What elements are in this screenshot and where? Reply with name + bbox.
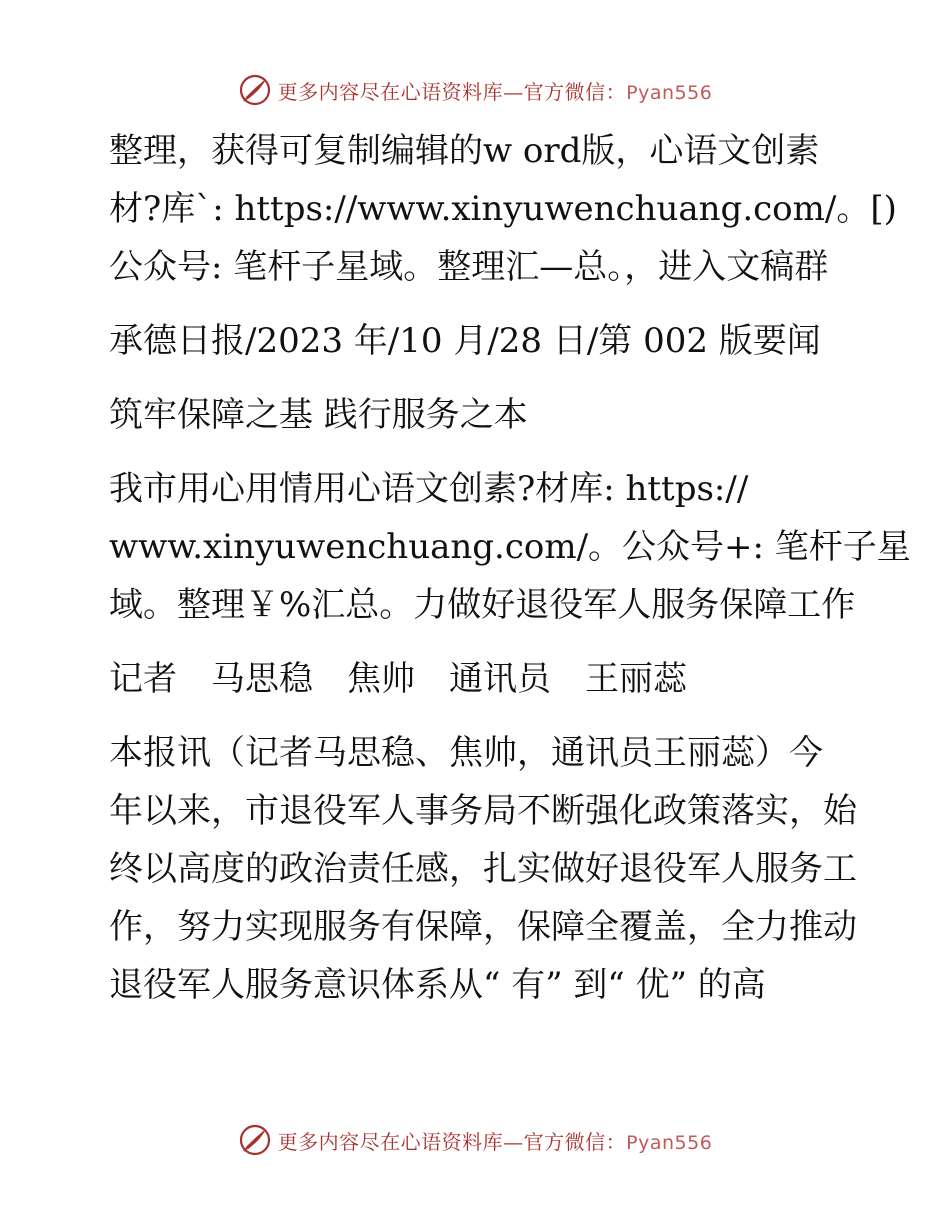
banner-wechat-label: 官方微信： <box>523 79 627 104</box>
text-line: 作，努力实现服务有保障，保障全覆盖，全力推动 <box>109 907 857 947</box>
text-line: 本报讯（记者马思稳、焦帅，通讯员王丽蕊）今 <box>109 733 823 773</box>
quill-logo-icon <box>238 73 272 107</box>
byline <box>97 650 857 708</box>
paragraph-subtitle <box>97 460 911 634</box>
paragraph-dateline <box>97 312 857 370</box>
text-line: 我市用心用情用心语文创素?材库: https:// <box>109 469 749 509</box>
article-title <box>97 386 857 444</box>
footer-banner <box>0 1120 950 1160</box>
banner-title: 更多内容尽在心语资料库 <box>277 1129 504 1154</box>
header-banner <box>0 70 950 110</box>
banner-text <box>278 1126 713 1155</box>
text-line: 整理，获得可复制编辑的w ord版，心语文创素 <box>109 131 820 171</box>
text-line: 材?库`: https://www.xinyuwenchuang.com/。[) <box>109 189 897 229</box>
banner-wechat-id: Pyan556 <box>626 1131 713 1154</box>
text-line: 终以高度的政治责任感，扎实做好退役军人服务工 <box>109 849 857 889</box>
text-line: 公众号: 笔杆子星域。整理汇—总。，进入文稿群 <box>109 247 829 287</box>
banner-dash: — <box>503 79 524 104</box>
paragraph-body <box>97 724 857 1014</box>
text-line: www.xinyuwenchuang.com/。公众号+: 笔杆子星 <box>109 527 911 567</box>
text-line: 筑牢保障之基 践行服务之本 <box>109 395 528 435</box>
banner-wechat-label: 官方微信： <box>523 1129 627 1154</box>
banner-title: 更多内容尽在心语资料库 <box>277 79 504 104</box>
banner-dash: — <box>503 1129 524 1154</box>
text-line: 退役军人服务意识体系从“ 有” 到“ 优” 的高 <box>109 965 766 1005</box>
text-line: 年以来，市退役军人事务局不断强化政策落实，始 <box>109 791 857 831</box>
banner-wechat-id: Pyan556 <box>626 81 713 104</box>
text-line: 记者 马思稳 焦帅 通讯员 王丽蕊 <box>109 659 687 699</box>
banner-text <box>278 76 713 105</box>
quill-logo-icon <box>238 1123 272 1157</box>
text-line: 承德日报/2023 年/10 月/28 日/第 002 版要闻 <box>109 321 821 361</box>
paragraph <box>97 122 897 296</box>
text-line: 域。整理￥%汇总。力做好退役军人服务保障工作 <box>109 585 856 625</box>
document-body <box>97 122 911 1030</box>
